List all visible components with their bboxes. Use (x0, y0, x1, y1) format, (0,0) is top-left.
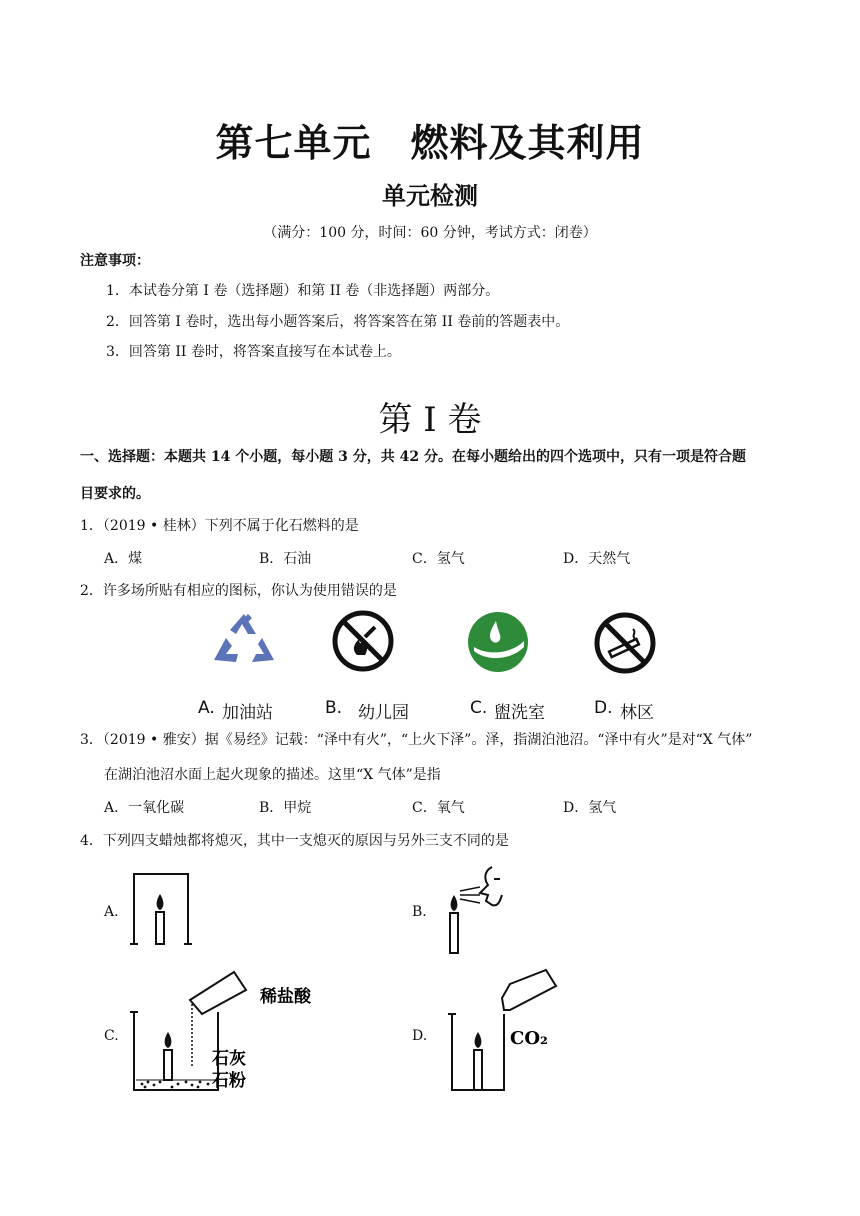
question-1-stem: 1．（2019 • 桂林）下列不属于化石燃料的是 (80, 518, 359, 534)
section-instructions-cont: 目要求的。 (80, 486, 150, 502)
icon-caption-letter: A. (198, 698, 215, 718)
question-3-option-c[interactable]: C．氧气 (412, 800, 465, 816)
icon-caption-b: 幼儿园 (358, 703, 409, 723)
notice-heading: 注意事项： (80, 253, 150, 269)
question-3-option-a[interactable]: A．一氧化碳 (104, 800, 185, 816)
recycle-icon (212, 612, 276, 668)
question-4-option-a[interactable]: A. (104, 904, 119, 920)
question-1-option-c[interactable]: C．氢气 (412, 551, 465, 567)
notice-item: 1．本试卷分第 I 卷（选择题）和第 II 卷（非选择题）两部分。 (106, 283, 500, 299)
exam-meta: （满分：100 分，时间：60 分钟，考试方式：闭卷） (263, 225, 597, 241)
no-fire-icon (331, 609, 395, 673)
volume-title: 第 I 卷 (378, 400, 482, 440)
question-2-stem: 2．许多场所贴有相应的图标，你认为使用错误的是 (80, 583, 397, 599)
label-dilute-hcl: 稀盐酸 (260, 987, 311, 1007)
icon-caption-letter: B. (325, 698, 343, 718)
question-1-option-a[interactable]: A．煤 (104, 551, 143, 567)
page-title: 第七单元 燃料及其利用 (215, 120, 645, 165)
icon-caption-c: 盥洗室 (494, 703, 545, 723)
icon-caption-letter: D. (594, 698, 613, 718)
icon-caption-a: 加油站 (222, 703, 273, 723)
blowing-candle-figure (440, 865, 520, 955)
question-3-option-d[interactable]: D．氢气 (563, 800, 617, 816)
question-1-option-d[interactable]: D．天然气 (563, 551, 631, 567)
question-3-option-b[interactable]: B．甲烷 (259, 800, 312, 816)
section-instructions: 一、选择题：本题共 14 个小题，每小题 3 分，共 42 分。在每小题给出的四个选项中，只有一项是符合题 (80, 449, 746, 465)
label-limestone-1: 石灰 (212, 1049, 246, 1069)
icon-caption-letter: C. (470, 698, 488, 718)
question-4-stem: 4．下列四支蜡烛都将熄灭，其中一支熄灭的原因与另外三支不同的是 (80, 833, 509, 849)
page-subtitle: 单元检测 (382, 181, 478, 210)
question-4-option-b[interactable]: B. (412, 904, 427, 920)
question-4-option-c[interactable]: C. (104, 1028, 119, 1044)
label-co2: CO₂ (510, 1028, 548, 1049)
water-saving-icon (466, 611, 530, 673)
acid-limestone-figure (128, 968, 328, 1098)
notice-item: 3．回答第 II 卷时，将答案直接写在本试卷上。 (106, 344, 401, 360)
question-3-stem: 3．（2019 • 雅安）据《易经》记载：“泽中有火”，“上火下泽”。泽，指湖泊池沼。“泽中有火”是对“X 气体” (80, 732, 753, 748)
no-smoking-icon (593, 611, 657, 675)
question-1-option-b[interactable]: B．石油 (259, 551, 312, 567)
icon-caption-d: 林区 (620, 703, 654, 723)
covered-candle-figure (130, 870, 192, 950)
question-4-option-d[interactable]: D. (412, 1028, 428, 1044)
co2-pour-figure (446, 970, 566, 1095)
notice-item: 2．回答第 I 卷时，选出每小题答案后，将答案答在第 II 卷前的答题表中。 (106, 314, 570, 330)
label-limestone-2: 石粉 (212, 1071, 246, 1091)
question-3-stem-cont: 在湖泊池沼水面上起火现象的描述。这里“X 气体”是指 (104, 767, 441, 783)
